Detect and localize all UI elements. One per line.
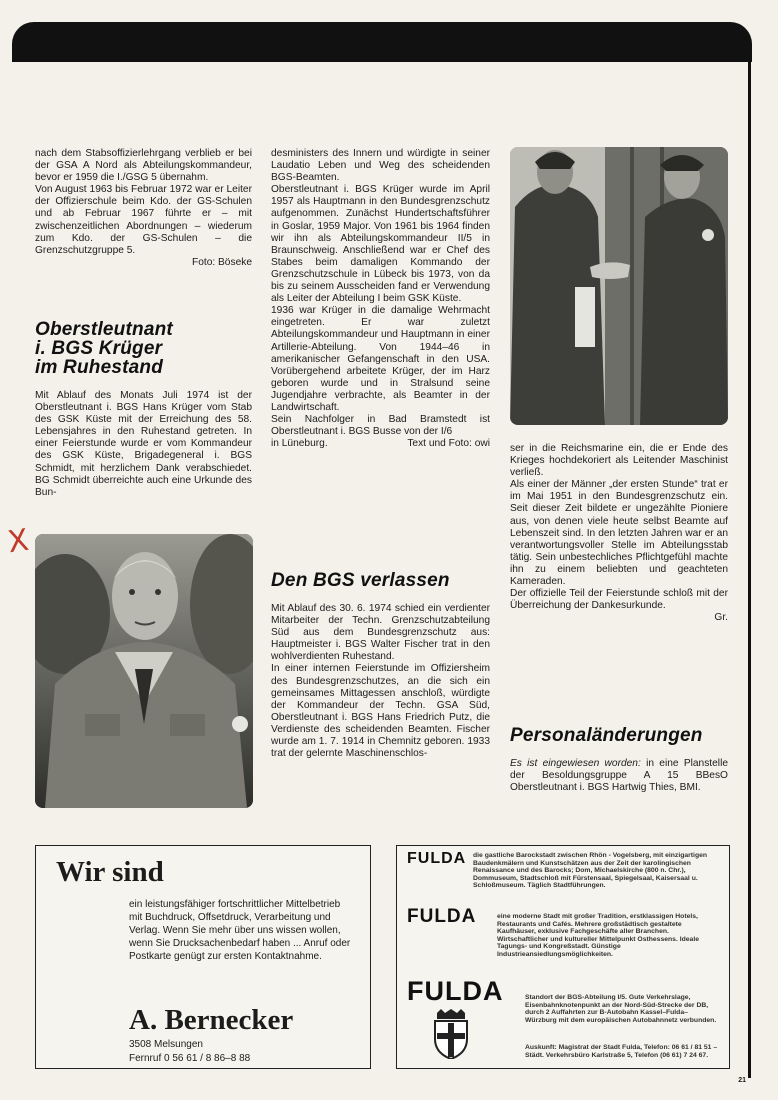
col2-signature-left: in Lüneburg. [271, 438, 328, 450]
fulda-ad [396, 845, 730, 1069]
fulda-word-1: FULDA [407, 850, 467, 867]
article1-heading-line1: Oberstleutnant [35, 319, 173, 340]
fulda-word-2: FULDA [407, 906, 477, 927]
handshake-photo-graphic [510, 147, 728, 425]
article2-paragraph-2: In einer internen Feierstunde im Offiziersheim des Bundesgrenzschutzes, an die sich ein gemeinsames Mittagessen anschloß, würdigte der Kommandeur der Techn. GSA Süd, Oberstleutnant i. BGS Hans Friedrich Putz, die Verdienste des scheidenden Beamten. Fischer wurde am 1. 7. 1914 in Chemnitz geboren. 1933 trat der gelernte Maschinenschlos- [271, 663, 490, 760]
article1-heading-line2: i. BGS Krüger [35, 338, 163, 359]
article2-body [271, 603, 490, 760]
col2-paragraph-1: desministers des Innern und würdigte in seiner Laudatio Leben und Weg des scheidenden BGS-Beamten. [271, 148, 490, 184]
col1-paragraph-2: Von August 1963 bis Februar 1972 war er Leiter der Offizierschule beim Kdo. der GS-Schulen und ab Februar 1967 führte er – mit zwischenzeitlichen Abordnungen – wiederum zum Kdo. der GS-Schulen – die Grenzschutzgruppe 5. [35, 184, 252, 256]
col2-signature-line [271, 438, 490, 450]
col2-paragraph-3: 1936 war Krüger in die damalige Wehrmacht eingetreten. Er war zuletzt Abteilungskommandeur und Hauptmann in einer Artillerie-Abteilung. Von 1944–46 in amerikanischer Gefangenschaft in den USA. Vorübergehend arbeitete Krüger, der im Harz geboren wurde und in Stralsund seine Jugendjahre verbrachte, als Beamter in der Landwirtschaft. [271, 305, 490, 413]
bernecker-ad [35, 845, 371, 1069]
article1-heading [35, 320, 255, 377]
photo-credit: Foto: Böseke [191, 256, 252, 268]
col2-paragraph-4: Sein Nachfolger in Bad Bramstedt ist Oberstleutnant i. BGS Busse von der I/6 [271, 414, 490, 438]
fulda-text-4: Auskunft: Magistrat der Stadt Fulda, Telefon: 06 61 / 81 51 – Städt. Verkehrsbüro Karlstraße 5, Telefon (06 61) 7 24 67. [525, 1044, 718, 1059]
article1-heading-line3: im Ruhestand [35, 357, 164, 378]
col1-paragraph-1: nach dem Stabsoffizierlehrgang verblieb er bei der GSA A Nord als Abteilungskommandeur, bevor er 1959 die I./GSG 5 übernahm. [35, 148, 252, 184]
bernecker-ad-title: Wir sind [56, 856, 164, 888]
article2-paragraph-1: Mit Ablauf des 30. 6. 1974 schied ein verdienter Mitarbeiter der Techn. Grenzschutzabteilung Süd aus dem Bundesgrenzschutz aus: Hauptmeister i. BGS Walter Fischer trat in den wohlverdienten Ruhestand. [271, 603, 490, 663]
col3-paragraph-3: Der offizielle Teil der Feierstunde schloß mit der Überreichung der Dankesurkunde. [510, 588, 728, 612]
col3-text [510, 443, 728, 624]
col2-paragraph-2: Oberstleutnant i. BGS Krüger wurde im April 1957 als Hauptmann in den Bundesgrenzschutz aufgenommen. Zunächst Hundertschaftsführer in Goslar, 1959 Major. Von 1961 bis 1964 finden wir ihn als Abteilungskommandeur II/5 in Braunschweig. Anschließend war er Chef des Stabes beim damaligen Kommando der Grenzschutzschule in Lübeck bis 1973, von da bis zu seinem Ausscheiden fand er Verwendung als Leiter der Abteilung I beim GSK Küste. [271, 184, 490, 305]
article3-paragraph [510, 758, 728, 794]
fulda-coat-of-arms-icon [431, 1009, 471, 1059]
fulda-word-3: FULDA [407, 976, 504, 1006]
col1-top-text [35, 148, 252, 269]
article3-heading: Personaländerungen [510, 725, 703, 746]
article2-heading: Den BGS verlassen [271, 570, 450, 591]
right-border-line [748, 60, 751, 1078]
article1-paragraph: Mit Ablauf des Monats Juli 1974 ist der Oberstleutnant i. BGS Hans Krüger vom Stab des GSK Küste mit der Erreichung des 58. Lebensjahres in den Ruhestand getreten. In einer Feierstunde wurde er vom Kommandeur des GSK Küste, Brigadegeneral i. BGS Schmidt, mit herzlichem Dank verabschiedet. BG Schmidt überreichte auch eine Urkunde des Bun- [35, 390, 252, 498]
portrait-photo-graphic [35, 534, 253, 808]
fulda-text-2: eine moderne Stadt mit großer Tradition, erstklassigen Hotels, Restaurants und Cafés. Mehrere großstädtisch gestaltete Kaufhäuser, exklusive Fachgeschäfte aller Branchen. Wirtschaftlicher und kultureller Mittelpunkt Osthessens. Ideale Tagungs- und Kongreßstadt. Günstige Industrieansiedlungsmöglichkeiten. [497, 913, 700, 958]
page-number: 21 [738, 1077, 746, 1084]
col2-top-text [271, 148, 490, 450]
article1-body [35, 390, 252, 499]
col3-paragraph-2: Als einer der Männer „der ersten Stunde“ trat er im Mai 1951 in den Bundesgrenzschutz ein. Seit dieser Zeit bildete er ungezählte Pioniere aus, von denen viele heute selbst Beamte auf Lebenszeit sind. In den letzten Jahren war er an verantwortungsvoller Stelle im Abteilungsstab tätig. Sein unbestechliches Pflichtgefühl machte ihn zu einem beliebten und geachteten Kameraden. [510, 479, 728, 588]
bernecker-ad-phone: Fernruf 0 56 61 / 8 86–8 88 [129, 1053, 251, 1064]
article3-body [510, 758, 728, 794]
fulda-text-3: Standort der BGS-Abteilung I/5. Gute Verkehrslage, Eisenbahnknotenpunkt an der Nord-Süd-Strecke der DB, durch 2 Auffahrten zur B-Autobahn Kassel–Fulda–Würzburg mit dem europäischen Autobahnnetz verbunden. [525, 994, 717, 1024]
col3-signature: Gr. [714, 612, 728, 624]
portrait-photo [35, 534, 253, 808]
bernecker-ad-name: A. Bernecker [129, 1004, 294, 1036]
article3-text: in eine Planstelle der Besoldungsgruppe A 15 BBesO Oberstleutnant i. BGS Hartwig Thies, BMI. [510, 758, 728, 794]
pencil-mark: X [5, 522, 31, 561]
col2-signature-right: Text und Foto: owi [407, 438, 490, 450]
article3-lead: Es ist eingewiesen worden: [510, 758, 641, 769]
top-black-bar [12, 22, 752, 62]
col3-paragraph-1: ser in die Reichsmarine ein, die er Ende des Krieges hochdekoriert als Leitender Maschinist verließ. [510, 443, 728, 479]
fulda-text-1: die gastliche Barockstadt zwischen Rhön - Vogelsberg, mit einzigartigen Baudenkmälern und Kunstschätzen aus der Zeit der karolingischen Renaissance und des Barocks; Dom, Michaelskirche (800 n. Chr.), Dommuseum, Stadtschloß mit Fürstensaal, Spiegelsaal, Kaisersaal u. Schloßmuseum. Täglich Stadtführungen. [473, 852, 708, 890]
bernecker-ad-city: 3508 Melsungen [129, 1039, 203, 1050]
handshake-photo [510, 147, 728, 425]
bernecker-ad-text: ein leistungsfähiger fortschrittlicher Mittelbetrieb mit Buchdruck, Offsetdruck, Verarbeitung und Verlag. Wenn Sie mehr über uns wissen wollen, wenn Sie Drucksachenbedarf haben ... Anruf oder Postkarte genügt zur ersten Kontaktnahme. [129, 899, 351, 962]
